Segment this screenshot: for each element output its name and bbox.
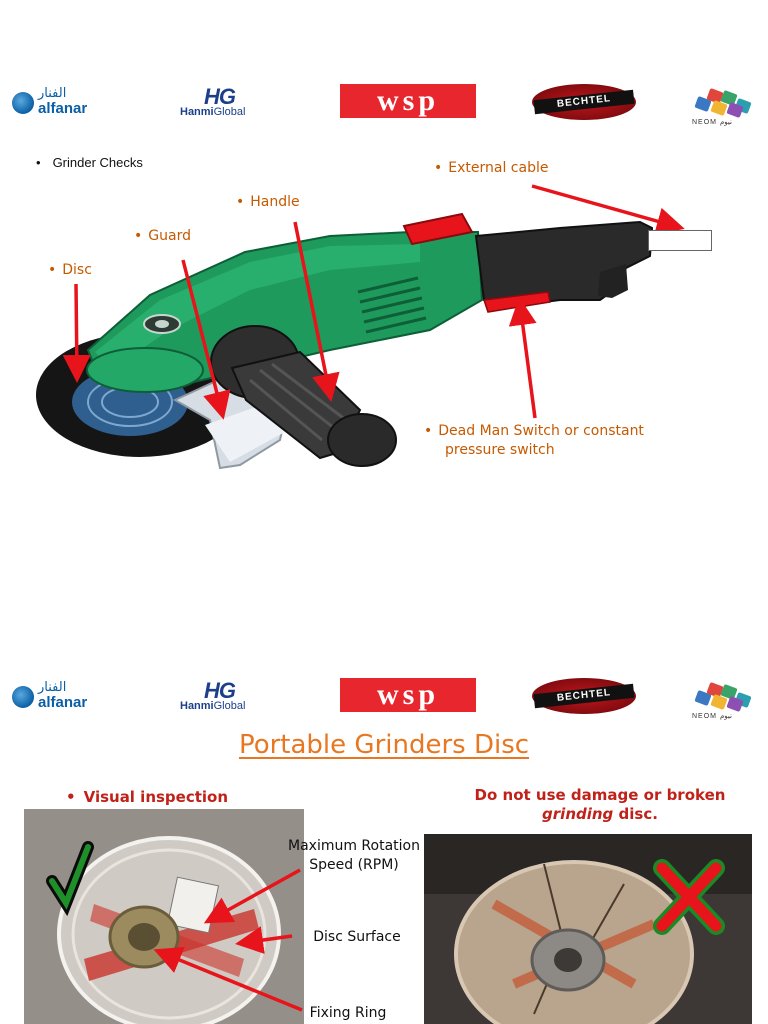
label-handle: • Handle — [236, 194, 300, 210]
bechtel-text: BECHTEL — [534, 90, 635, 114]
alfanar-arabic-text: الفنار — [38, 680, 67, 695]
label-guard: • Guard — [134, 228, 191, 244]
neom-text: NEOM نيوم — [692, 713, 732, 720]
arrow-external-cable — [532, 186, 678, 227]
wsp-logo: wsp — [340, 84, 476, 118]
label-max-rotation-speed: Maximum Rotation Speed (RPM) — [288, 838, 420, 873]
hanmi-global-text: HanmiGlobal — [180, 106, 246, 118]
external-cable — [648, 230, 712, 251]
slide-title: Portable Grinders Disc — [238, 730, 530, 760]
alfanar-arabic-text: الفنار — [38, 86, 67, 101]
label-disc-surface: Disc Surface — [313, 929, 401, 945]
bechtel-text: BECHTEL — [534, 684, 635, 708]
label-disc: • Disc — [48, 262, 92, 278]
label-external-cable: • External cable — [434, 160, 549, 176]
arrow-max-rotation — [210, 870, 300, 920]
hg-mark: HG — [204, 84, 235, 109]
damaged-disc-photo — [424, 834, 752, 1024]
alfanar-text: alfanar — [38, 100, 88, 117]
neom-text: NEOM نيوم — [692, 119, 732, 126]
arrow-disc-surface — [242, 936, 292, 943]
slide-portable-grinders-disc — [0, 560, 768, 1024]
rear-handle — [476, 222, 652, 305]
visual-inspection-bullet: • Visual inspection — [66, 788, 229, 806]
arrow-dead-man — [520, 304, 535, 418]
label-fixing-ring: Fixing Ring — [309, 1005, 387, 1021]
hanmi-global-text: HanmiGlobal — [180, 700, 246, 712]
grinder-checks-bullet: • Grinder Checks — [36, 155, 143, 170]
alfanar-text: alfanar — [38, 694, 88, 711]
arrow-disc — [76, 284, 77, 376]
hg-mark: HG — [204, 678, 235, 703]
wsp-logo: wsp — [340, 678, 476, 712]
label-dead-man-switch: • Dead Man Switch or constant pressure switch — [424, 423, 644, 458]
do-not-use-warning: Do not use damage or broken grinding disc. — [474, 786, 726, 823]
arrow-fixing-ring — [160, 952, 302, 1010]
